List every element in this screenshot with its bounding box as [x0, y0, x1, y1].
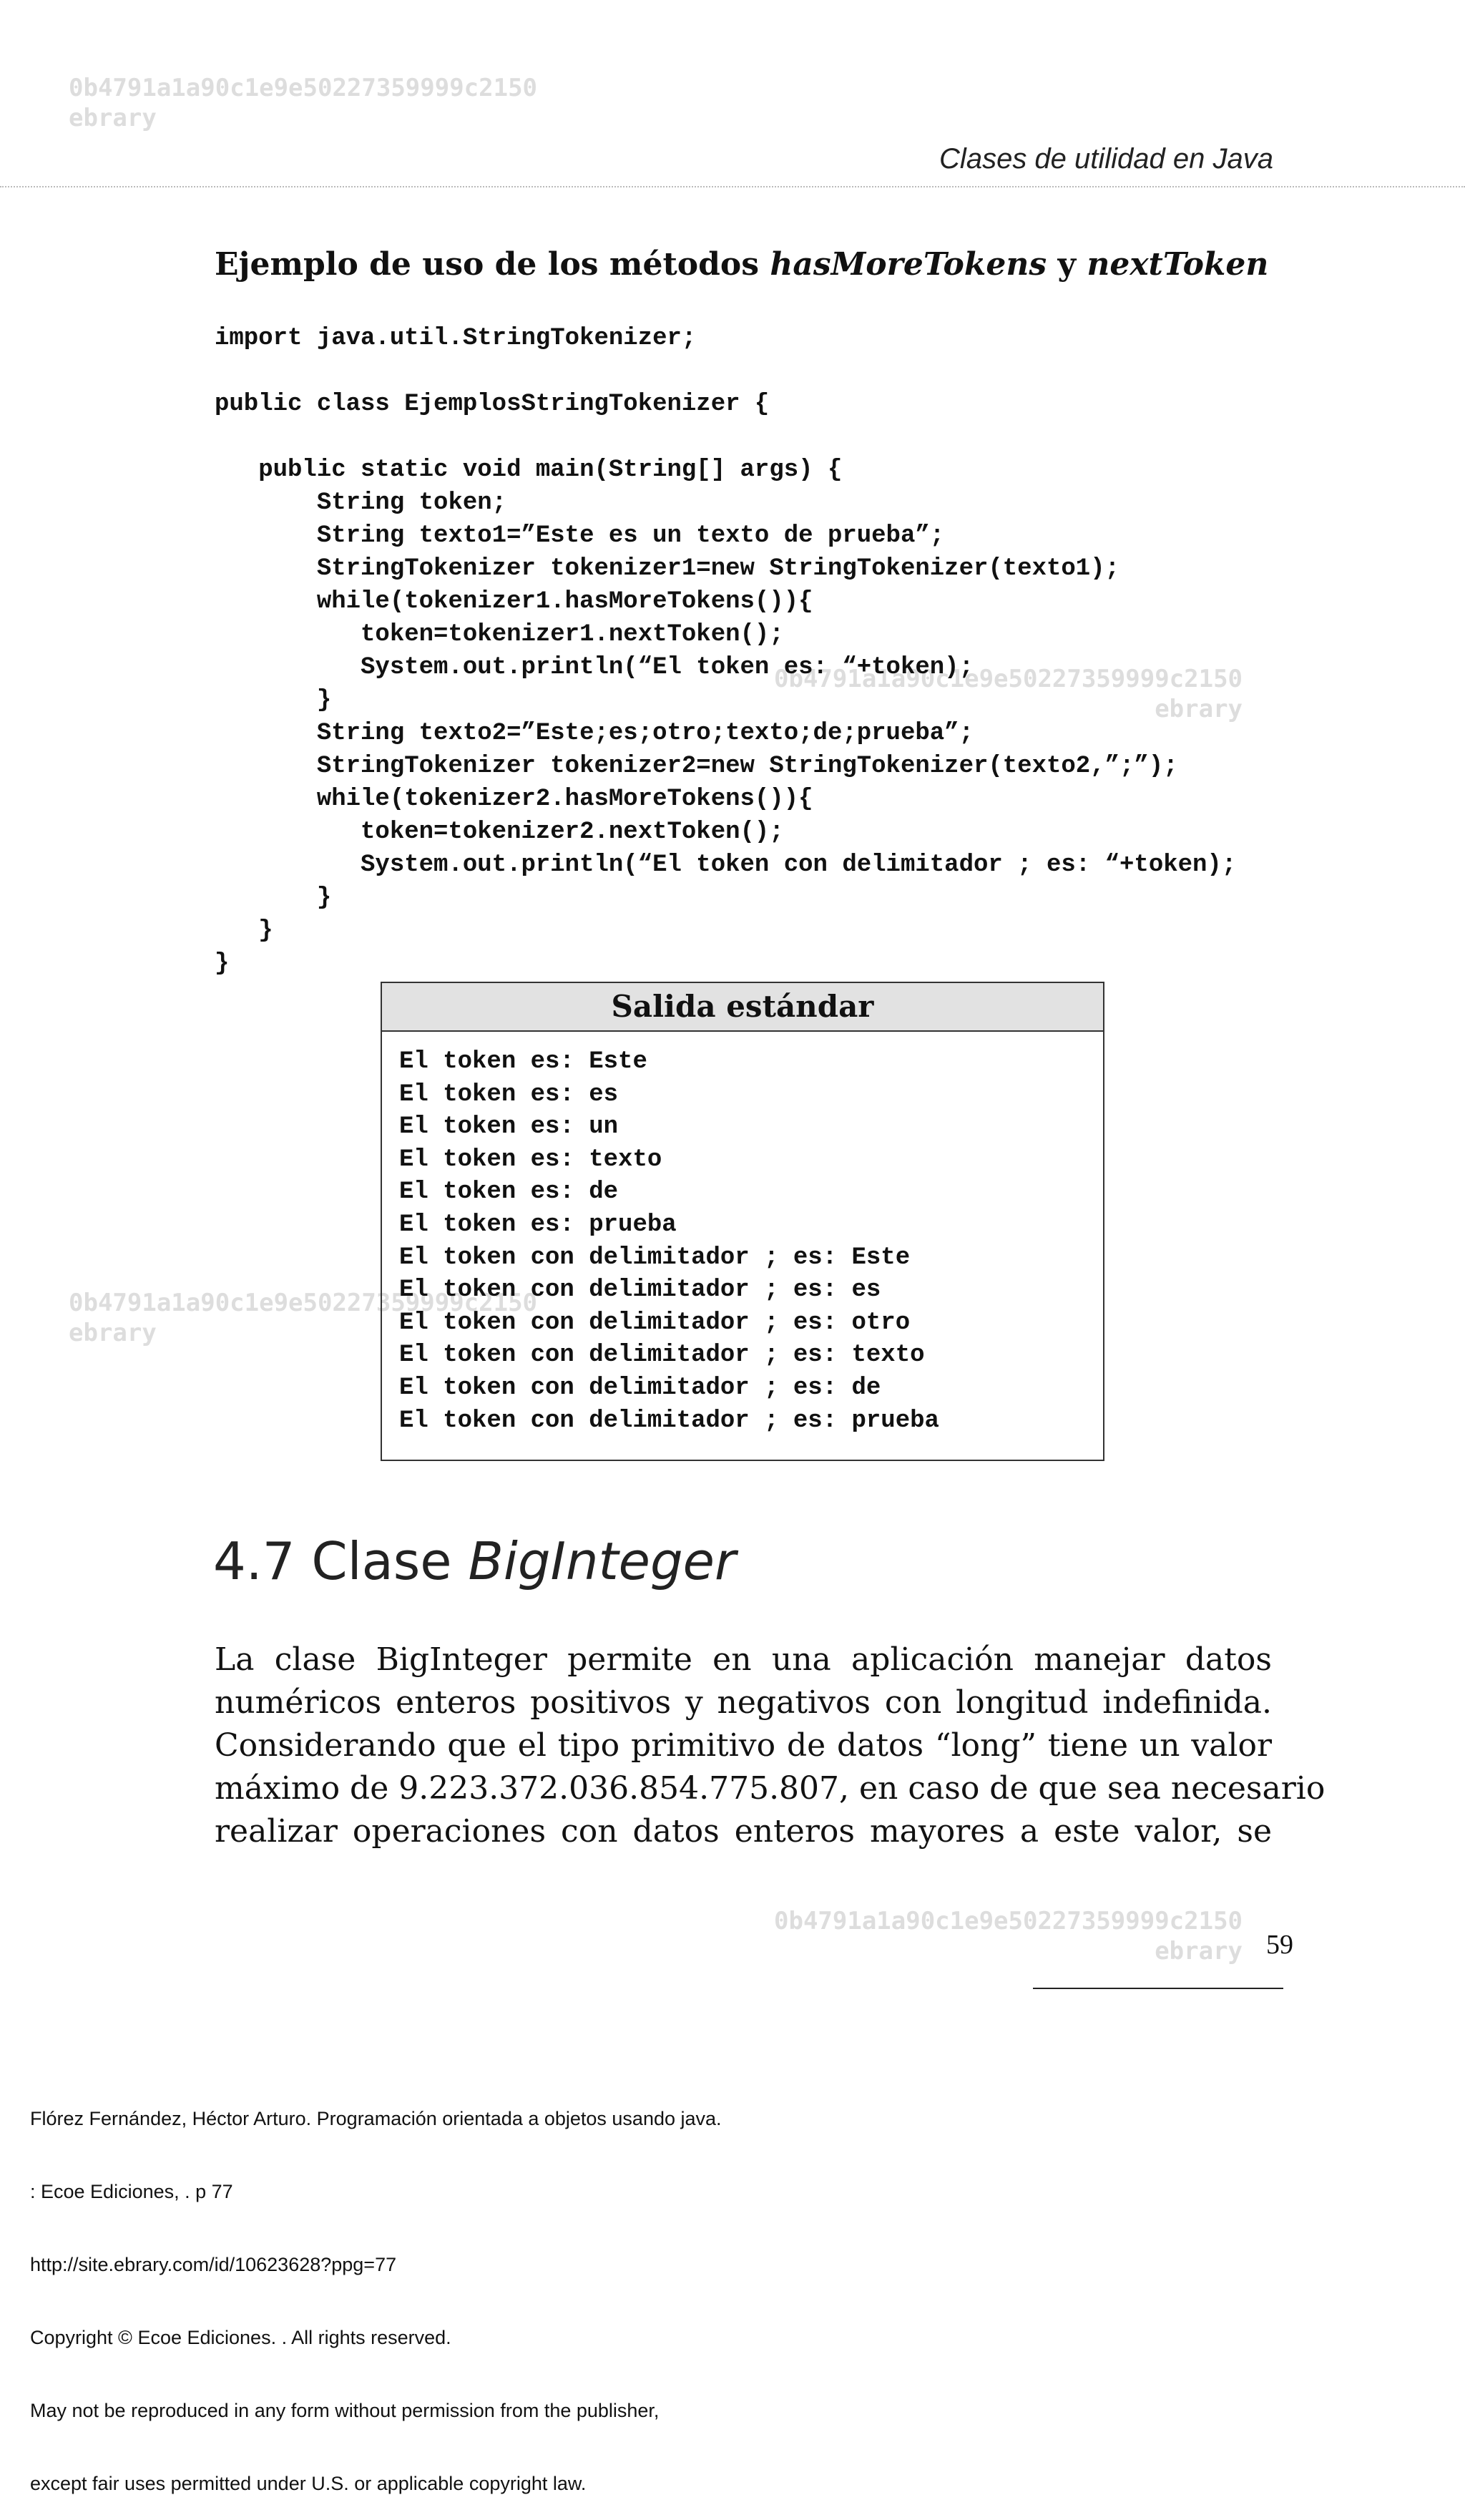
code-line: System.out.println(“El token es: “+token);: [215, 654, 974, 681]
code-line: import java.util.StringTokenizer;: [215, 325, 697, 352]
output-line: El token es: Este: [399, 1048, 647, 1075]
citation-line: Flórez Fernández, Héctor Arturo. Programación orientada a objetos usando java.: [30, 2108, 722, 2129]
output-line: El token con delimitador ; es: Este: [399, 1244, 911, 1271]
watermark-brand: ebrary: [69, 104, 157, 132]
section-number: 4.7 Clase: [213, 1531, 469, 1591]
watermark-bottom-right: [774, 1906, 1243, 1966]
output-line: El token con delimitador ; es: de: [399, 1374, 881, 1402]
watermark-hash: 0b4791a1a90c1e9e50227359999c2150: [69, 1289, 538, 1317]
paragraph-line: La clase BigInteger permite en una aplicación manejar datos: [215, 1641, 1272, 1678]
watermark-hash: 0b4791a1a90c1e9e50227359999c2150: [69, 74, 538, 102]
code-line: StringTokenizer tokenizer1=new StringTokenizer(texto1);: [215, 555, 1120, 582]
code-line: }: [215, 884, 332, 912]
code-line: [215, 421, 1236, 454]
standard-output-box: [381, 982, 1104, 1461]
header-divider: [0, 186, 1465, 187]
example-title: [215, 246, 1268, 283]
watermark-brand: ebrary: [1155, 695, 1243, 723]
standard-output-lines: [382, 1032, 1103, 1437]
code-line: System.out.println(“El token con delimitador ; es: “+token);: [215, 851, 1237, 879]
code-line: public class EjemplosStringTokenizer {: [215, 391, 770, 418]
citation-line: except fair uses permitted under U.S. or applicable copyright law.: [30, 2473, 587, 2494]
output-line: El token es: es: [399, 1080, 619, 1108]
code-line: while(tokenizer2.hasMoreTokens()){: [215, 786, 813, 813]
code-line: String texto1=”Este es un texto de prueba”;: [215, 522, 945, 550]
watermark-top-left: [69, 73, 537, 133]
output-line: El token es: texto: [399, 1146, 662, 1173]
code-line: while(tokenizer1.hasMoreTokens()){: [215, 588, 813, 615]
section-heading: [213, 1531, 736, 1591]
output-line: El token con delimitador ; es: otro: [399, 1309, 911, 1337]
output-line: El token es: de: [399, 1178, 619, 1206]
citation-line: http://site.ebrary.com/id/10623628?ppg=77: [30, 2254, 397, 2275]
watermark-hash: 0b4791a1a90c1e9e50227359999c2150: [774, 1907, 1243, 1935]
paragraph-line: realizar operaciones con datos enteros mayores a este valor, se: [215, 1813, 1272, 1850]
output-line: El token con delimitador ; es: es: [399, 1276, 881, 1304]
code-line: }: [215, 917, 273, 944]
code-line: StringTokenizer tokenizer2=new StringTokenizer(texto2,”;”);: [215, 753, 1178, 780]
footnote-divider: [1033, 1988, 1283, 1989]
standard-output-title: Salida estándar: [382, 983, 1103, 1032]
method-name-hasmoretokens: hasMoreTokens: [770, 246, 1047, 283]
code-line: token=tokenizer1.nextToken();: [215, 621, 784, 648]
code-line: }: [215, 950, 230, 977]
output-line: El token es: un: [399, 1113, 619, 1141]
example-title-prefix: Ejemplo de uso de los métodos: [215, 246, 770, 283]
section-class-name: BigInteger: [468, 1531, 736, 1591]
citation-line: Copyright © Ecoe Ediciones. . All rights reserved.: [30, 2327, 451, 2348]
code-line: public static void main(String[] args) {: [215, 456, 843, 484]
code-line: String texto2=”Este;es;otro;texto;de;prueba”;: [215, 720, 974, 747]
citation-line: : Ecoe Ediciones, . p 77: [30, 2181, 233, 2202]
paragraph-line: máximo de 9.223.372.036.854.775.807, en caso de que sea necesario: [215, 1770, 1326, 1807]
citation-block: [30, 2058, 722, 2520]
output-line: El token es: prueba: [399, 1211, 677, 1239]
page-number: 59: [1266, 1930, 1293, 1960]
code-line: }: [215, 687, 332, 714]
code-line: [215, 355, 1236, 388]
watermark-brand: ebrary: [69, 1319, 157, 1347]
code-listing: [215, 322, 1236, 980]
running-header: Clases de utilidad en Java: [939, 143, 1273, 175]
output-line: El token con delimitador ; es: texto: [399, 1342, 925, 1369]
output-line: El token con delimitador ; es: prueba: [399, 1407, 939, 1435]
method-name-nexttoken: nextToken: [1087, 246, 1269, 283]
paragraph-line: numéricos enteros positivos y negativos con longitud indefinida.: [215, 1684, 1272, 1721]
body-paragraph: [215, 1639, 1326, 1853]
watermark-brand: ebrary: [1155, 1937, 1243, 1965]
watermark-hash: 0b4791a1a90c1e9e50227359999c2150: [774, 665, 1243, 693]
code-line: String token;: [215, 489, 507, 517]
example-title-conjunction: y: [1047, 246, 1087, 283]
citation-line: May not be reproduced in any form without permission from the publisher,: [30, 2400, 660, 2421]
code-line: token=tokenizer2.nextToken();: [215, 819, 784, 846]
paragraph-line: Considerando que el tipo primitivo de datos “long” tiene un valor: [215, 1727, 1272, 1764]
